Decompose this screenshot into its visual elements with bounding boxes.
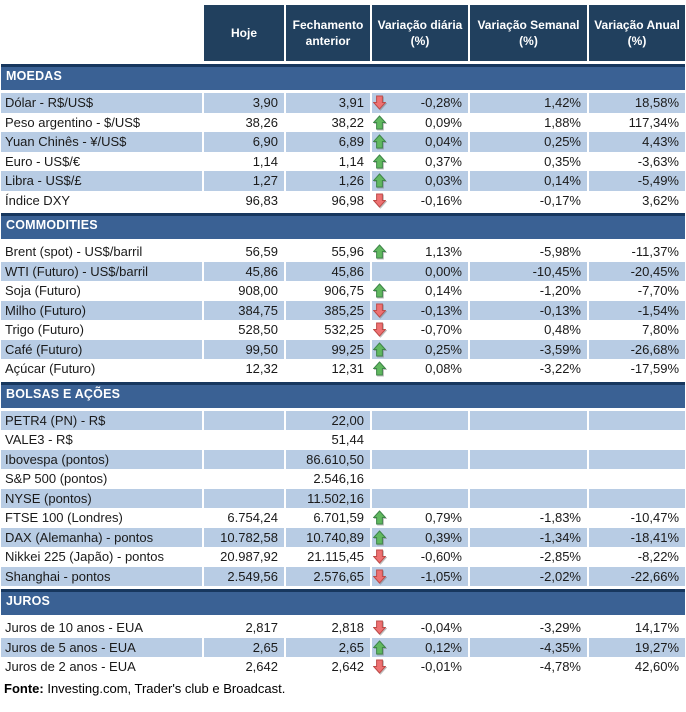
cell-variacao-semanal <box>470 450 587 470</box>
table-row <box>1 567 685 587</box>
table-row <box>1 547 685 567</box>
up-arrow-icon <box>373 283 386 298</box>
cell-hoje: 6,90 <box>204 132 284 152</box>
table-row <box>1 242 685 262</box>
table-row <box>1 638 685 658</box>
row-label: Café (Futuro) <box>1 340 202 360</box>
cell-fechamento-anterior: 22,00 <box>286 411 370 431</box>
cell-variacao-anual: 14,17% <box>634 620 679 636</box>
cell-variacao-semanal: -10,45% <box>470 262 587 282</box>
table-row <box>1 450 685 470</box>
table-row <box>1 171 685 191</box>
row-label: Juros de 10 anos - EUA <box>5 620 144 636</box>
cell-variacao-semanal: 1,88% <box>544 114 581 130</box>
table-row <box>1 359 685 379</box>
cell-fechamento-anterior: 10.740,89 <box>286 528 370 548</box>
cell-variacao-diaria <box>372 171 468 191</box>
variacao-diaria-value: 0,14% <box>425 283 462 299</box>
cell-variacao-anual <box>589 450 685 470</box>
cell-variacao-semanal: -3,59% <box>470 340 587 360</box>
variacao-diaria-value: -0,04% <box>420 620 462 636</box>
cell-variacao-anual: -17,59% <box>630 361 679 377</box>
cell-variacao-anual: 42,60% <box>634 659 679 675</box>
cell-variacao-semanal <box>470 489 587 509</box>
table-row <box>1 262 685 282</box>
down-arrow-icon <box>373 569 386 584</box>
up-arrow-icon <box>373 342 386 357</box>
section-header: COMMODITIES <box>1 213 685 239</box>
cell-hoje: 2,65 <box>204 638 284 658</box>
table-row <box>1 191 685 211</box>
cell-variacao-anual: -11,37% <box>631 244 679 260</box>
row-label: Juros de 2 anos - EUA <box>5 659 136 675</box>
up-arrow-icon <box>373 173 386 188</box>
cell-hoje: 908,00 <box>238 283 278 299</box>
source-text: Investing.com, Trader's club e Broadcast. <box>43 680 286 696</box>
cell-variacao-semanal: -2,85% <box>539 549 581 565</box>
row-label: Açúcar (Futuro) <box>5 361 96 377</box>
up-arrow-icon <box>373 530 386 545</box>
variacao-diaria-value: -1,05% <box>420 568 462 584</box>
table-row <box>1 469 685 489</box>
down-arrow-icon <box>373 549 386 564</box>
cell-hoje <box>204 450 284 470</box>
cell-hoje: 45,86 <box>204 262 284 282</box>
cell-hoje: 38,26 <box>245 114 278 130</box>
variacao-diaria-value: 0,00% <box>425 263 462 279</box>
source-note <box>1 677 685 696</box>
row-label: Juros de 5 anos - EUA <box>1 638 202 658</box>
cell-fechamento-anterior: 2.546,16 <box>313 471 364 487</box>
cell-variacao-semanal: -0,17% <box>539 192 581 208</box>
cell-hoje: 10.782,58 <box>204 528 284 548</box>
variacao-diaria-value: 0,25% <box>425 341 462 357</box>
cell-hoje: 2,642 <box>245 659 278 675</box>
row-label: PETR4 (PN) - R$ <box>1 411 202 431</box>
col-header-fechamento-anterior: Fechamento anterior <box>286 5 370 61</box>
cell-fechamento-anterior: 2,642 <box>331 659 364 675</box>
cell-variacao-diaria <box>372 281 468 301</box>
cell-variacao-diaria <box>372 547 468 567</box>
cell-fechamento-anterior: 45,86 <box>286 262 370 282</box>
table-row <box>1 113 685 133</box>
cell-fechamento-anterior: 96,98 <box>331 192 364 208</box>
cell-variacao-anual: 19,27% <box>589 638 685 658</box>
cell-variacao-diaria <box>372 450 468 470</box>
cell-variacao-anual: -20,45% <box>589 262 685 282</box>
cell-variacao-anual: 4,43% <box>589 132 685 152</box>
cell-variacao-anual: -26,68% <box>589 340 685 360</box>
down-arrow-icon <box>373 620 386 635</box>
header-corner-cell <box>1 5 202 61</box>
cell-fechamento-anterior: 1,26 <box>286 171 370 191</box>
cell-variacao-anual: -5,49% <box>589 171 685 191</box>
cell-fechamento-anterior: 99,25 <box>286 340 370 360</box>
cell-variacao-diaria <box>372 191 468 211</box>
variacao-diaria-value: -0,70% <box>420 322 462 338</box>
cell-variacao-diaria <box>372 567 468 587</box>
row-label: DAX (Alemanha) - pontos <box>1 528 202 548</box>
cell-hoje: 20.987,92 <box>220 549 278 565</box>
row-label: Trigo (Futuro) <box>5 322 84 338</box>
up-arrow-icon <box>373 154 386 169</box>
cell-variacao-anual: -8,22% <box>637 549 679 565</box>
variacao-diaria-value: -0,01% <box>420 659 462 675</box>
row-label: WTI (Futuro) - US$/barril <box>1 262 202 282</box>
cell-variacao-semanal: -4,35% <box>470 638 587 658</box>
cell-fechamento-anterior: 38,22 <box>331 114 364 130</box>
row-label: Milho (Futuro) <box>1 301 202 321</box>
table-row <box>1 411 685 431</box>
cell-variacao-anual: 3,62% <box>642 192 679 208</box>
col-header-hoje: Hoje <box>204 5 284 61</box>
up-arrow-icon <box>373 244 386 259</box>
down-arrow-icon <box>373 322 386 337</box>
row-label: Índice DXY <box>5 192 71 208</box>
table-row <box>1 657 685 677</box>
up-arrow-icon <box>373 361 386 376</box>
table-row <box>1 320 685 340</box>
table-row <box>1 281 685 301</box>
variacao-diaria-value: -0,28% <box>420 95 462 111</box>
down-arrow-icon <box>373 303 386 318</box>
section-header: BOLSAS E AÇÕES <box>1 382 685 408</box>
variacao-diaria-value: -0,16% <box>420 192 462 208</box>
down-arrow-icon <box>373 95 386 110</box>
cell-variacao-diaria <box>372 469 468 489</box>
section-header: MOEDAS <box>1 64 685 90</box>
cell-variacao-anual: -7,70% <box>637 283 679 299</box>
row-label: Dólar - R$/US$ <box>1 93 202 113</box>
cell-hoje: 528,50 <box>238 322 278 338</box>
cell-fechamento-anterior: 1,14 <box>338 153 364 169</box>
cell-fechamento-anterior: 2,818 <box>331 620 364 636</box>
cell-variacao-anual <box>589 411 685 431</box>
variacao-diaria-value: 0,08% <box>425 361 462 377</box>
cell-hoje: 96,83 <box>245 192 278 208</box>
table-row <box>1 93 685 113</box>
cell-variacao-diaria <box>372 262 468 282</box>
cell-variacao-diaria <box>372 301 468 321</box>
variacao-diaria-value: 0,09% <box>425 114 462 130</box>
row-label: Soja (Futuro) <box>5 283 81 299</box>
cell-variacao-semanal: -3,22% <box>539 361 581 377</box>
cell-variacao-diaria <box>372 93 468 113</box>
cell-variacao-semanal: -4,78% <box>539 659 581 675</box>
col-header-variacao-semanal: Variação Semanal (%) <box>470 5 587 61</box>
variacao-diaria-value: 1,13% <box>425 244 462 260</box>
cell-variacao-diaria <box>372 411 468 431</box>
cell-hoje <box>204 411 284 431</box>
cell-variacao-diaria <box>372 359 468 379</box>
col-header-variacao-diaria: Variação diária (%) <box>372 5 468 61</box>
cell-hoje <box>204 489 284 509</box>
variacao-diaria-value: 0,03% <box>425 173 462 189</box>
table-row <box>1 618 685 638</box>
cell-variacao-anual: 117,34% <box>628 114 679 130</box>
cell-fechamento-anterior: 6,89 <box>286 132 370 152</box>
cell-variacao-semanal <box>470 430 587 450</box>
cell-hoje: 12,32 <box>245 361 278 377</box>
cell-fechamento-anterior: 2,65 <box>286 638 370 658</box>
cell-hoje: 56,59 <box>245 244 278 260</box>
variacao-diaria-value: -0,60% <box>420 549 462 565</box>
cell-fechamento-anterior: 55,96 <box>331 244 364 260</box>
cell-variacao-diaria <box>372 320 468 340</box>
cell-fechamento-anterior: 385,25 <box>286 301 370 321</box>
cell-variacao-anual: 18,58% <box>589 93 685 113</box>
cell-variacao-anual: -1,54% <box>589 301 685 321</box>
cell-hoje: 2,817 <box>245 620 278 636</box>
col-header-variacao-anual: Variação Anual (%) <box>589 5 685 61</box>
cell-variacao-semanal <box>470 411 587 431</box>
cell-variacao-semanal: -5,98% <box>539 244 581 260</box>
table-row <box>1 301 685 321</box>
cell-variacao-anual <box>589 430 685 450</box>
cell-variacao-diaria <box>372 489 468 509</box>
cell-variacao-anual: -18,41% <box>589 528 685 548</box>
cell-variacao-diaria <box>372 430 468 450</box>
cell-variacao-diaria <box>372 132 468 152</box>
row-label: Libra - US$/£ <box>1 171 202 191</box>
up-arrow-icon <box>373 510 386 525</box>
cell-fechamento-anterior: 12,31 <box>331 361 364 377</box>
row-label: VALE3 - R$ <box>5 432 73 448</box>
up-arrow-icon <box>373 115 386 130</box>
cell-variacao-semanal: 1,42% <box>470 93 587 113</box>
table-row <box>1 489 685 509</box>
row-label: Shanghai - pontos <box>1 567 202 587</box>
cell-fechamento-anterior: 6.701,59 <box>313 510 364 526</box>
cell-hoje: 3,90 <box>204 93 284 113</box>
cell-variacao-semanal: 0,35% <box>544 153 581 169</box>
cell-variacao-diaria <box>372 508 468 528</box>
source-label: Fonte: <box>4 680 44 696</box>
variacao-diaria-value: 0,04% <box>425 134 462 150</box>
cell-fechamento-anterior: 3,91 <box>286 93 370 113</box>
cell-variacao-semanal: 0,25% <box>470 132 587 152</box>
variacao-diaria-value: 0,12% <box>425 639 462 655</box>
cell-fechamento-anterior: 906,75 <box>324 283 364 299</box>
cell-variacao-anual: 7,80% <box>642 322 679 338</box>
cell-variacao-semanal: 0,14% <box>470 171 587 191</box>
cell-fechamento-anterior: 86.610,50 <box>286 450 370 470</box>
cell-fechamento-anterior: 2.576,65 <box>286 567 370 587</box>
row-label: Ibovespa (pontos) <box>1 450 202 470</box>
cell-hoje: 384,75 <box>204 301 284 321</box>
cell-hoje <box>204 430 284 450</box>
cell-variacao-diaria <box>372 113 468 133</box>
table-row <box>1 132 685 152</box>
row-label: Euro - US$/€ <box>5 153 81 169</box>
cell-variacao-semanal: -1,20% <box>539 283 581 299</box>
table-row <box>1 152 685 172</box>
cell-hoje: 6.754,24 <box>227 510 278 526</box>
cell-variacao-semanal: -1,34% <box>470 528 587 548</box>
table-row <box>1 430 685 450</box>
cell-variacao-semanal: -1,83% <box>539 510 581 526</box>
row-label: Brent (spot) - US$/barril <box>5 244 143 260</box>
variacao-diaria-value: 0,37% <box>425 153 462 169</box>
cell-variacao-semanal: -3,29% <box>539 620 581 636</box>
row-label: S&P 500 (pontos) <box>5 471 108 487</box>
up-arrow-icon <box>373 134 386 149</box>
table-row <box>1 528 685 548</box>
cell-hoje: 1,27 <box>204 171 284 191</box>
cell-variacao-diaria <box>372 242 468 262</box>
variacao-diaria-value: -0,13% <box>420 302 462 318</box>
cell-variacao-diaria <box>372 618 468 638</box>
cell-variacao-anual: -3,63% <box>637 153 679 169</box>
cell-variacao-diaria <box>372 657 468 677</box>
down-arrow-icon <box>373 193 386 208</box>
cell-variacao-anual <box>589 489 685 509</box>
table-row <box>1 508 685 528</box>
down-arrow-icon <box>373 659 386 674</box>
cell-hoje: 99,50 <box>204 340 284 360</box>
cell-hoje: 1,14 <box>252 153 278 169</box>
table-header-row <box>1 5 685 61</box>
cell-variacao-semanal: -0,13% <box>470 301 587 321</box>
cell-fechamento-anterior: 11.502,16 <box>286 489 370 509</box>
cell-fechamento-anterior: 51,44 <box>331 432 364 448</box>
table-row <box>1 340 685 360</box>
table-body <box>1 64 685 677</box>
cell-fechamento-anterior: 21.115,45 <box>307 549 364 565</box>
cell-variacao-semanal <box>470 469 587 489</box>
row-label: NYSE (pontos) <box>1 489 202 509</box>
section-header: JUROS <box>1 589 685 615</box>
variacao-diaria-value: 0,79% <box>425 510 462 526</box>
cell-hoje <box>204 469 284 489</box>
row-label: FTSE 100 (Londres) <box>5 510 123 526</box>
cell-variacao-diaria <box>372 528 468 548</box>
cell-hoje: 2.549,56 <box>204 567 284 587</box>
cell-variacao-anual: -10,47% <box>630 510 679 526</box>
cell-variacao-semanal: -2,02% <box>470 567 587 587</box>
up-arrow-icon <box>373 640 386 655</box>
variacao-diaria-value: 0,39% <box>425 529 462 545</box>
cell-variacao-diaria <box>372 638 468 658</box>
cell-variacao-diaria <box>372 152 468 172</box>
cell-variacao-anual <box>589 469 685 489</box>
cell-variacao-anual: -22,66% <box>589 567 685 587</box>
cell-fechamento-anterior: 532,25 <box>324 322 364 338</box>
row-label: Yuan Chinês - ¥/US$ <box>1 132 202 152</box>
cell-variacao-semanal: 0,48% <box>544 322 581 338</box>
cell-variacao-diaria <box>372 340 468 360</box>
row-label: Nikkei 225 (Japão) - pontos <box>5 549 164 565</box>
row-label: Peso argentino - $/US$ <box>5 114 141 130</box>
